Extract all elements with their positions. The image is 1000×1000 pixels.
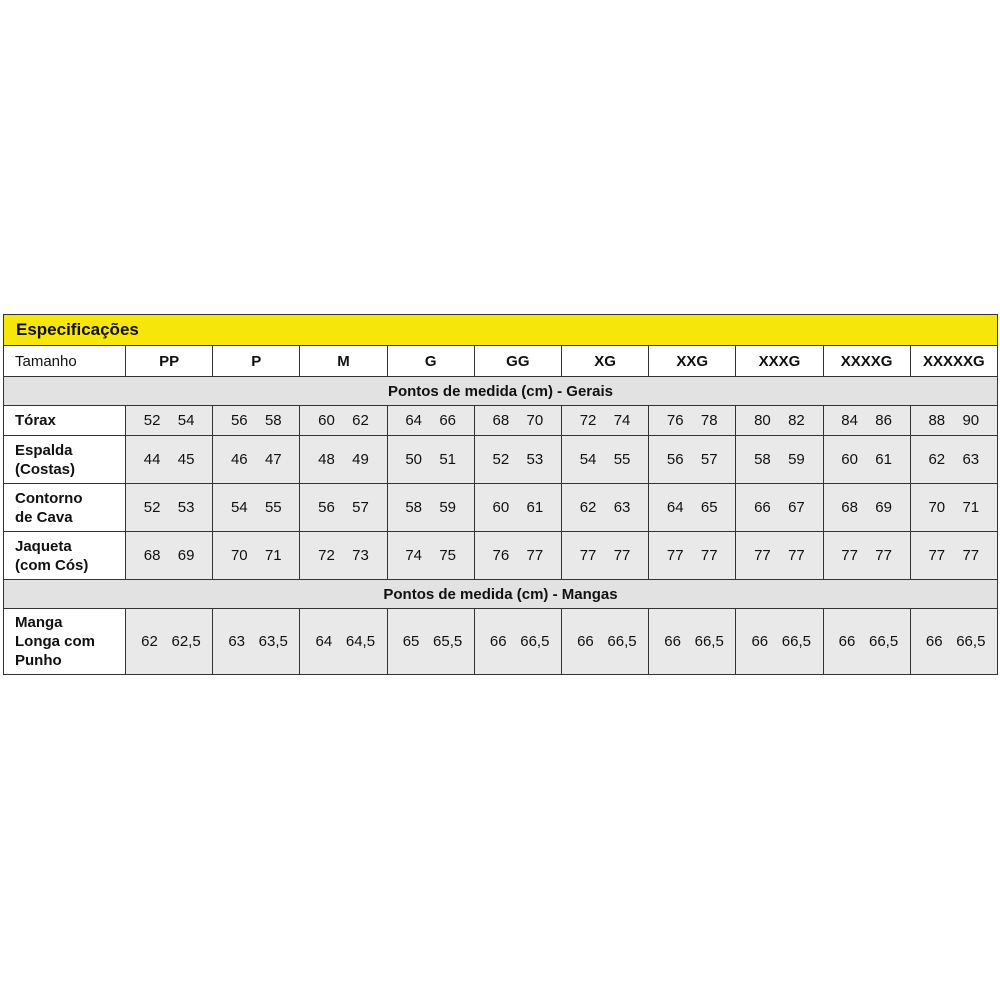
measurement-row — [4, 406, 998, 436]
measurement-label-line: Tórax — [15, 412, 56, 429]
measurement-max: 55 — [613, 451, 631, 468]
measurement-min: 58 — [754, 451, 771, 468]
measurement-min: 44 — [143, 451, 161, 468]
measurement-cell — [126, 484, 213, 532]
measurement-min: 56 — [666, 451, 684, 468]
measurement-cell — [561, 609, 648, 675]
measurement-min: 74 — [405, 547, 422, 564]
measurement-cell — [736, 609, 823, 675]
measurement-max: 71 — [962, 499, 980, 516]
measurement-max: 59 — [788, 451, 805, 468]
size-header-cell: XXXXXG — [910, 346, 997, 377]
measurement-max: 78 — [700, 412, 718, 429]
measurement-cell — [910, 532, 997, 580]
measurement-min: 66 — [664, 633, 681, 650]
measurement-min: 64 — [666, 499, 684, 516]
measurement-cell — [736, 484, 823, 532]
measurement-min: 66 — [489, 633, 507, 650]
measurement-min: 60 — [492, 499, 510, 516]
measurement-cell — [387, 484, 474, 532]
measurement-max: 66,5 — [607, 633, 637, 650]
measurement-cell — [387, 436, 474, 484]
measurement-min: 88 — [928, 412, 946, 429]
measurement-max: 77 — [526, 547, 544, 564]
measurement-cell — [736, 406, 823, 436]
measurement-label-line: Contorno — [15, 489, 83, 507]
measurement-max: 77 — [788, 547, 805, 564]
measurement-max: 57 — [700, 451, 718, 468]
measurement-min: 77 — [666, 547, 684, 564]
measurement-max: 66,5 — [694, 633, 724, 650]
measurement-min: 66 — [577, 633, 594, 650]
measurement-min: 66 — [838, 633, 856, 650]
measurement-max: 51 — [439, 451, 456, 468]
measurement-max: 57 — [352, 499, 369, 516]
section-header-row — [4, 377, 998, 406]
measurement-max: 77 — [700, 547, 718, 564]
measurement-row — [4, 532, 998, 580]
measurement-max: 62 — [352, 412, 369, 429]
measurement-label — [4, 436, 126, 484]
measurement-min: 77 — [928, 547, 946, 564]
measurement-max: 66 — [439, 412, 456, 429]
measurement-cell — [823, 484, 910, 532]
measurement-cell — [910, 406, 997, 436]
measurement-cell — [910, 609, 997, 675]
measurement-cell — [736, 532, 823, 580]
measurement-cell — [300, 532, 387, 580]
measurement-label-line: Punho — [15, 652, 62, 669]
measurement-max: 74 — [613, 412, 631, 429]
measurement-max: 65 — [700, 499, 718, 516]
measurement-min: 80 — [754, 412, 771, 429]
measurement-min: 72 — [579, 412, 597, 429]
measurement-max: 82 — [788, 412, 805, 429]
measurement-min: 60 — [318, 412, 335, 429]
measurement-cell — [736, 436, 823, 484]
measurement-label — [4, 609, 126, 675]
measurement-cell — [300, 484, 387, 532]
measurement-cell — [649, 532, 736, 580]
measurement-cell — [126, 609, 213, 675]
measurement-max: 55 — [264, 499, 282, 516]
measurement-cell — [649, 484, 736, 532]
measurement-max: 66,5 — [868, 633, 899, 650]
size-header-cell: P — [213, 346, 300, 377]
measurement-cell — [910, 436, 997, 484]
measurement-label-line: de Cava — [15, 508, 73, 526]
measurement-min: 76 — [492, 547, 510, 564]
measurement-max: 63 — [962, 451, 980, 468]
measurement-cell — [387, 609, 474, 675]
measurement-cell — [474, 484, 561, 532]
measurement-label — [4, 532, 126, 580]
measurement-max: 54 — [177, 412, 195, 429]
measurement-row — [4, 484, 998, 532]
table-title: Especificações — [4, 315, 998, 346]
measurement-max: 66,5 — [956, 633, 986, 650]
measurement-cell — [213, 484, 300, 532]
measurement-label — [4, 484, 126, 532]
measurement-min: 62 — [141, 633, 158, 650]
size-header-row — [4, 346, 998, 377]
measurement-cell — [561, 532, 648, 580]
measurement-cell — [300, 609, 387, 675]
measurement-label — [4, 406, 126, 436]
measurement-min: 66 — [754, 499, 771, 516]
measurement-cell — [561, 484, 648, 532]
measurement-min: 58 — [405, 499, 422, 516]
measurement-min: 72 — [318, 547, 335, 564]
measurement-max: 70 — [526, 412, 544, 429]
measurement-max: 90 — [962, 412, 980, 429]
measurement-label-line: Jaqueta — [15, 537, 72, 555]
measurement-min: 64 — [315, 633, 333, 650]
measurement-max: 53 — [177, 499, 195, 516]
measurement-max: 65,5 — [433, 633, 463, 650]
size-header-cell: M — [300, 346, 387, 377]
measurement-max: 63,5 — [258, 633, 288, 650]
measurement-cell — [300, 436, 387, 484]
measurement-min: 54 — [230, 499, 248, 516]
measurement-min: 70 — [928, 499, 946, 516]
measurement-label-line: Longa com — [15, 633, 96, 650]
measurement-min: 46 — [230, 451, 248, 468]
measurement-min: 68 — [841, 499, 858, 516]
measurement-min: 64 — [405, 412, 422, 429]
measurement-max: 66,5 — [520, 633, 550, 650]
measurement-cell — [823, 609, 910, 675]
measurement-max: 77 — [962, 547, 980, 564]
measurement-cell — [387, 406, 474, 436]
measurement-label-line: Manga — [15, 614, 63, 631]
measurement-max: 53 — [526, 451, 544, 468]
measurement-min: 60 — [841, 451, 858, 468]
measurement-min: 68 — [143, 547, 161, 564]
measurement-max: 86 — [875, 412, 892, 429]
measurement-cell — [823, 532, 910, 580]
measurement-max: 64,5 — [345, 633, 376, 650]
measurement-label-line: Espalda — [15, 441, 73, 459]
measurement-min: 50 — [405, 451, 422, 468]
size-header-label: Tamanho — [4, 346, 126, 377]
measurement-min: 66 — [925, 633, 943, 650]
measurement-min: 54 — [579, 451, 597, 468]
measurement-cell — [300, 406, 387, 436]
size-specification-table — [3, 314, 998, 675]
section-heading: Pontos de medida (cm) - Gerais — [4, 377, 998, 406]
measurement-max: 63 — [613, 499, 631, 516]
measurement-cell — [561, 436, 648, 484]
measurement-max: 75 — [439, 547, 456, 564]
measurement-max: 77 — [875, 547, 892, 564]
measurement-row — [4, 436, 998, 484]
measurement-min: 62 — [579, 499, 597, 516]
measurement-max: 71 — [264, 547, 282, 564]
size-header-cell: XXG — [649, 346, 736, 377]
table-body — [4, 315, 998, 675]
measurement-cell — [823, 406, 910, 436]
measurement-cell — [474, 532, 561, 580]
measurement-cell — [474, 609, 561, 675]
measurement-cell — [649, 436, 736, 484]
measurement-cell — [213, 406, 300, 436]
measurement-cell — [387, 532, 474, 580]
measurement-min: 56 — [318, 499, 335, 516]
measurement-cell — [126, 436, 213, 484]
measurement-cell — [213, 609, 300, 675]
size-header-cell: XXXG — [736, 346, 823, 377]
measurement-cell — [649, 609, 736, 675]
measurement-label-line: (Costas) — [15, 460, 76, 478]
measurement-max: 58 — [264, 412, 282, 429]
measurement-row — [4, 609, 998, 675]
measurement-min: 84 — [841, 412, 858, 429]
measurement-max: 67 — [788, 499, 805, 516]
measurement-cell — [126, 532, 213, 580]
measurement-min: 52 — [492, 451, 510, 468]
measurement-min: 48 — [318, 451, 335, 468]
measurement-cell — [126, 406, 213, 436]
section-header-row — [4, 580, 998, 609]
section-heading: Pontos de medida (cm) - Mangas — [4, 580, 998, 609]
size-header-cell: GG — [474, 346, 561, 377]
measurement-min: 77 — [579, 547, 597, 564]
measurement-max: 61 — [526, 499, 544, 516]
measurement-cell — [561, 406, 648, 436]
measurement-min: 52 — [143, 499, 161, 516]
measurement-cell — [823, 436, 910, 484]
measurement-max: 45 — [177, 451, 195, 468]
measurement-max: 77 — [613, 547, 631, 564]
measurement-min: 66 — [751, 633, 769, 650]
size-header-cell: XG — [561, 346, 648, 377]
measurement-max: 69 — [177, 547, 195, 564]
measurement-cell — [213, 436, 300, 484]
measurement-min: 70 — [230, 547, 248, 564]
title-row — [4, 315, 998, 346]
measurement-max: 47 — [264, 451, 282, 468]
measurement-min: 65 — [402, 633, 420, 650]
measurement-max: 49 — [352, 451, 369, 468]
measurement-cell — [474, 436, 561, 484]
size-header-cell: G — [387, 346, 474, 377]
measurement-min: 76 — [666, 412, 684, 429]
size-header-cell: PP — [126, 346, 213, 377]
measurement-label-line: (com Cós) — [15, 556, 89, 574]
measurement-cell — [474, 406, 561, 436]
measurement-min: 52 — [143, 412, 161, 429]
measurement-min: 63 — [228, 633, 246, 650]
measurement-max: 61 — [875, 451, 892, 468]
measurement-cell — [910, 484, 997, 532]
measurement-min: 77 — [841, 547, 858, 564]
measurement-min: 56 — [230, 412, 248, 429]
size-header-cell: XXXXG — [823, 346, 910, 377]
measurement-max: 66,5 — [781, 633, 811, 650]
measurement-max: 73 — [352, 547, 369, 564]
measurement-max: 62,5 — [171, 633, 201, 650]
measurement-max: 69 — [875, 499, 892, 516]
measurement-cell — [649, 406, 736, 436]
measurement-min: 77 — [754, 547, 771, 564]
measurement-max: 59 — [439, 499, 456, 516]
measurement-min: 62 — [928, 451, 946, 468]
measurement-cell — [213, 532, 300, 580]
measurement-min: 68 — [492, 412, 510, 429]
